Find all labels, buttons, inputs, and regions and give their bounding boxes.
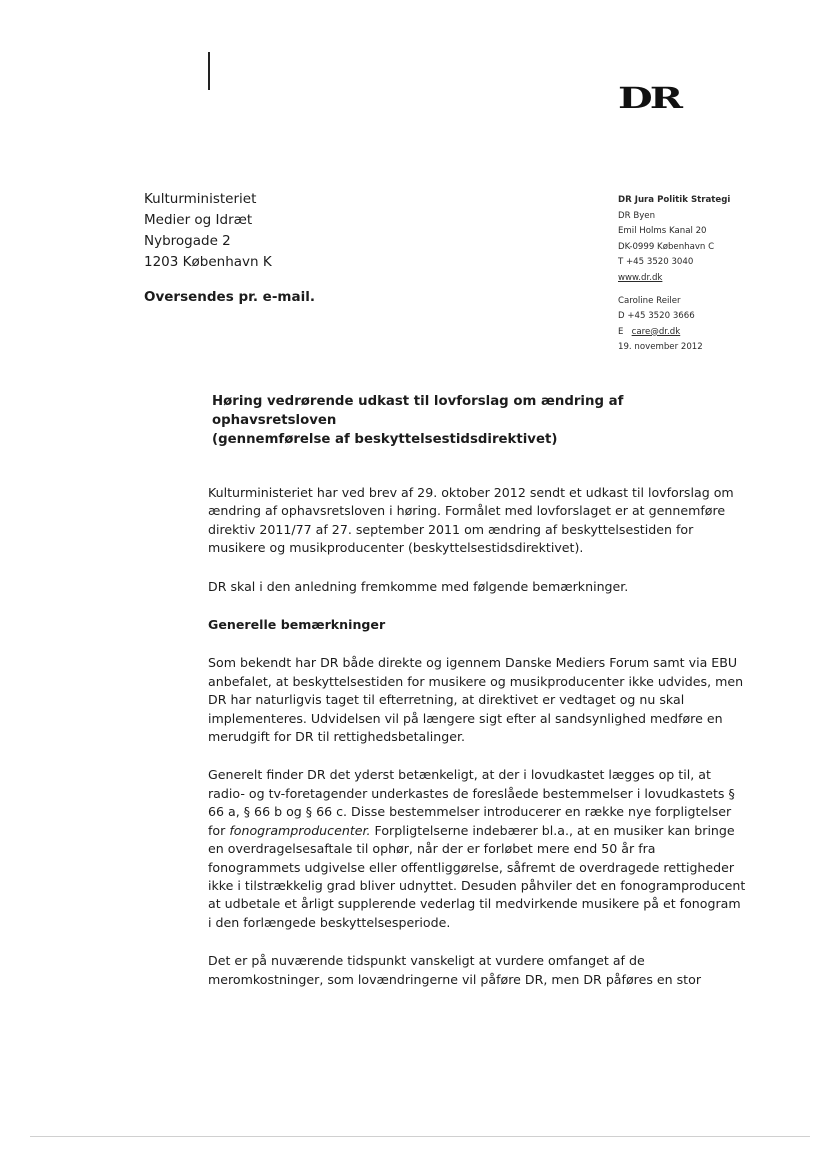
pen-mark (208, 52, 210, 90)
contact-direct-phone: D +45 3520 3666 (618, 311, 695, 322)
body-paragraph: Som bekendt har DR både direkte og igennem Danske Mediers Forum samt via EBU anbefalet, at beskyttelsestiden for musikere og musikproducenter ikke udvides, men DR har naturligvis taget til efterretning, at direktivet er vedtaget og nu skal implementeres. Udvidelsen vil på længere sigt efter al sandsynlighed medføre en merudgift for DR til rettighedsbetalinger. (208, 655, 744, 745)
sender-department: DR Jura Politik Strategi (618, 195, 731, 205)
recipient-line: Medier og Idræt (144, 212, 253, 228)
contact-email-link[interactable]: care@dr.dk (631, 326, 681, 337)
sender-block (618, 193, 730, 356)
spacer (618, 287, 730, 294)
letter-body (208, 484, 748, 1009)
subject-line: Høring vedrørende udkast til lovforslag om ændring af ophavsretsloven (212, 394, 624, 428)
emphasized-term: fonogramproducenter. (229, 822, 371, 838)
contact-email-row (618, 325, 730, 341)
paragraph-text: Forpligtelserne indebærer bl.a., at en musiker kan bringe en overdragelsesaftale til ophør, når der er forløbet mere end 50 år fra fonogrammets udgivelse eller offentliggørelse, såfremt de overdragede rettigheder ikke i tilstrækkelig grad bliver udnyttet. Desuden påhviler det en fonogramproducent at udbetale et årligt supplerende vederlag til medvirkende musikere på et fonogram i den forlængede beskyttelsesperiode. (208, 822, 746, 930)
sent-by-email-note: Oversendes pr. e-mail. (144, 289, 315, 305)
scan-edge-line (30, 1136, 810, 1137)
sender-phone: T +45 3520 3040 (618, 257, 694, 268)
recipient-line: Kulturministeriet (144, 191, 257, 207)
body-paragraph: DR skal i den anledning fremkomme med følgende bemærkninger. (208, 578, 629, 594)
sender-address-line: Emil Holms Kanal 20 (618, 226, 707, 237)
body-paragraph: Kulturministeriet har ved brev af 29. oktober 2012 sendt et udkast til lovforslag om ændring af ophavsretsloven i høring. Formålet med lovforslaget er at gennemføre direktiv 2011/77 af 27. september 2011 om ændring af beskyttelsestiden for musikere og musikproducenter (beskyttelsestidsdirektivet). (208, 485, 734, 556)
recipient-line: Nybrogade 2 (144, 233, 231, 249)
contact-name: Caroline Reiler (618, 295, 681, 306)
dr-logo: DR (618, 81, 680, 115)
recipient-address (144, 189, 272, 273)
paragraph-text: Generelt finder DR det yderst betænkeligt, at der i lovudkastet lægges op til, at radio- og tv-foretagender underkastes de foreslåede bestemmelser i lovudkastets § 66 a, § 66 b og § 66 c. Disse bestemmelser introducerer en række nye forpligtelser for (208, 767, 735, 838)
sender-website-link[interactable]: www.dr.dk (618, 272, 663, 283)
letter-date: 19. november 2012 (618, 342, 703, 353)
body-paragraph: Det er på nuværende tidspunkt vanskeligt at vurdere omfanget af de meromkostninger, som lovændringerne vil påføre DR, men DR påføres en stor (208, 953, 701, 987)
sender-address-line: DK-0999 København C (618, 241, 715, 252)
recipient-line: 1203 København K (144, 254, 272, 270)
body-paragraph (208, 766, 748, 932)
email-prefix: E (618, 326, 624, 337)
sender-address-line: DR Byen (618, 210, 656, 221)
letter-subject (212, 392, 732, 449)
section-heading: Generelle bemærkninger (208, 617, 386, 633)
subject-line: (gennemførelse af beskyttelsestidsdirektivet) (212, 432, 558, 447)
